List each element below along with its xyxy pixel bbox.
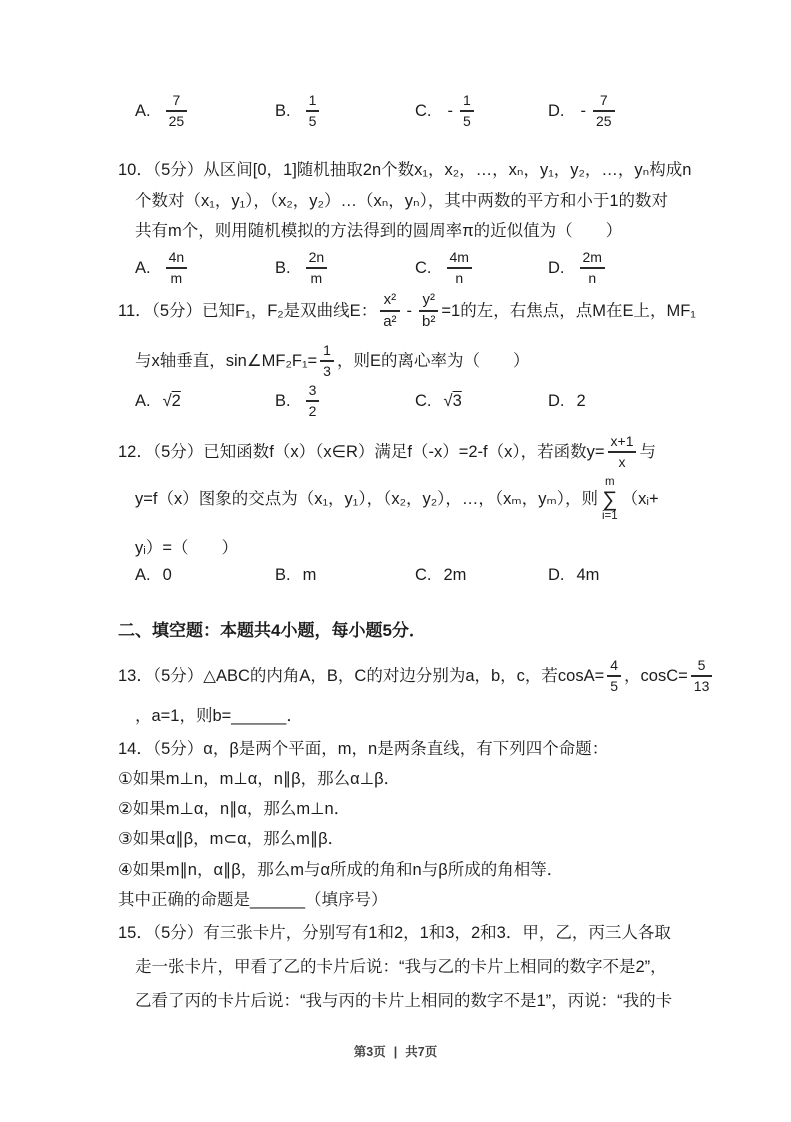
fraction-denominator: 5 (463, 112, 471, 129)
fraction-denominator: a² (383, 312, 397, 330)
option-label: D. (548, 391, 565, 410)
question-11-options-row (135, 378, 586, 424)
fraction (419, 291, 438, 331)
option-label: D. (548, 101, 565, 120)
option-label: C. (415, 258, 432, 277)
question-10-line-1: 10．（5分）从区间[0，1]随机抽取2n个数x₁，x₂，…，xₙ，y₁，y₂，…，yₙ构成n (118, 161, 692, 179)
option-9a (135, 92, 275, 129)
summation-lower-limit: i=1 (601, 509, 618, 522)
question-11-text-post-2: ，则E的离心率为（ ） (336, 352, 530, 370)
fraction-bar (166, 110, 188, 112)
option-value: 2 (576, 391, 586, 410)
fraction-numerator: 5 (697, 657, 706, 674)
question-13-line-1 (118, 650, 715, 702)
option-12c (415, 566, 548, 585)
option-label: A. (135, 101, 151, 120)
question-12-text-pre: 12．（5分）已知函数f（x）（x∈R）满足f（-x）=2-f（x），若函数y= (118, 443, 605, 461)
question-12-line-3: yᵢ）=（ ） (135, 539, 238, 557)
fraction-denominator: 25 (168, 112, 185, 129)
fraction-denominator: 5 (610, 677, 619, 694)
option-value: 2m (443, 565, 467, 584)
fraction (593, 92, 615, 129)
fraction (306, 249, 328, 286)
fraction-bar (306, 400, 320, 402)
fraction-numerator: 4n (168, 249, 185, 266)
option-12a (135, 566, 275, 585)
fraction-numerator: x² (383, 291, 397, 309)
fraction (320, 342, 334, 379)
fraction (306, 92, 320, 129)
option-12d (548, 566, 599, 585)
fraction-denominator: 2 (308, 402, 317, 419)
question-11-line-1 (118, 282, 696, 340)
option-10a (135, 249, 275, 286)
option-label: D. (548, 258, 565, 277)
fraction-denominator: 5 (308, 112, 317, 129)
fraction-bar (593, 110, 615, 112)
option-label: A. (135, 391, 151, 410)
option-label: B. (275, 101, 291, 120)
fraction-denominator: 25 (596, 112, 612, 129)
fraction (691, 657, 713, 694)
question-10-line-3: 共有m个，则用随机模拟的方法得到的圆周率π的近似值为（ ） (135, 222, 623, 240)
question-15-line-1: 15．（5分）有三张卡片，分别写有1和2，1和3，2和3．甲，乙，丙三人各取 (118, 924, 671, 942)
option-label: B. (275, 391, 291, 410)
fraction-numerator: 4 (610, 657, 619, 674)
option-11b (275, 382, 415, 419)
footer-page-number: 第3页 (353, 1045, 386, 1059)
option-11c (415, 392, 548, 411)
fraction-bar (580, 267, 605, 269)
fraction-denominator: 3 (323, 362, 331, 379)
question-9-options-row (135, 84, 618, 138)
option-label: C. (415, 565, 432, 584)
fraction-numerator: 2m (582, 249, 602, 266)
fraction-bar (691, 675, 713, 677)
fraction-numerator: 7 (599, 92, 608, 109)
question-10-line-2: 个数对（x₁，y₁），（x₂，y₂）…（xₙ，yₙ），其中两数的平方和小于1的数对 (135, 192, 669, 210)
question-13-line-2: ，a=1，则b=______． (135, 707, 303, 725)
fraction-bar (607, 675, 621, 677)
fraction-denominator: m (310, 269, 323, 286)
option-value: m (302, 565, 317, 584)
fraction (608, 433, 637, 470)
minus-sign: - (406, 302, 413, 320)
option-label: C. (415, 391, 432, 410)
fraction-denominator: 13 (693, 677, 710, 694)
fraction-numerator: 7 (172, 92, 181, 109)
fraction-numerator: 3 (308, 382, 317, 399)
question-12-line-2 (135, 468, 659, 530)
option-label: A. (135, 565, 151, 584)
option-label: C. (415, 101, 432, 120)
option-10d (548, 249, 608, 286)
question-12-options-row (135, 562, 599, 588)
fraction-numerator: 2n (308, 249, 325, 266)
fraction-bar (608, 451, 637, 453)
fraction-denominator: b² (422, 312, 436, 330)
option-9c (415, 92, 548, 129)
fraction (306, 382, 320, 419)
question-14-item-4: ④如果m∥n，α∥β，那么m与α所成的角和n与β所成的角相等． (118, 861, 564, 879)
question-12-text-post-2: （xᵢ+ (621, 490, 659, 508)
option-10b (275, 249, 415, 286)
footer-total-pages: 共7页 (405, 1045, 438, 1059)
fraction-bar (447, 267, 472, 269)
fraction-numerator: 4m (449, 249, 469, 266)
question-13-text-pre: 13．（5分）△ABC的内角A，B，C的对边分别为a，b，c，若cosA= (118, 667, 605, 685)
question-15-line-2: 走一张卡片，甲看了乙的卡片后说：“我与乙的卡片上相同的数字不是2”， (135, 958, 667, 976)
fraction (460, 92, 474, 129)
question-15-line-3: 乙看了丙的卡片后说：“我与丙的卡片上相同的数字不是1”，丙说：“我的卡 (135, 992, 673, 1010)
fraction-bar (306, 110, 320, 112)
fraction-bar (460, 110, 474, 112)
fraction-denominator: x (618, 453, 626, 470)
fraction-numerator: 1 (323, 342, 331, 359)
fraction (580, 249, 605, 286)
radical-sign: √ (443, 391, 453, 410)
question-14-answer-blank-line: 其中正确的命题是______（填序号） (118, 891, 388, 909)
summation (602, 476, 618, 522)
option-12b (275, 566, 415, 585)
radical-sign: √ (162, 391, 172, 410)
fraction (166, 92, 188, 129)
question-11-text-post: =1的左，右焦点，点M在E上，MF₁ (441, 302, 696, 320)
fraction-bar (380, 310, 399, 312)
question-12-text-post: 与 (639, 443, 656, 461)
option-label: B. (275, 565, 291, 584)
minus-sign: - (447, 101, 453, 120)
fraction-denominator: m (170, 269, 183, 286)
option-11d (548, 392, 586, 411)
question-11-text-pre: 11．（5分）已知F₁，F₂是双曲线E： (118, 302, 378, 320)
option-10c (415, 249, 548, 286)
radicand: 2 (171, 391, 181, 410)
radicand: 3 (452, 391, 462, 410)
question-14-item-2: ②如果m⊥α，n∥α，那么m⊥n． (118, 800, 351, 818)
fraction-numerator: 1 (308, 92, 317, 109)
section-2-title: 二、填空题：本题共4小题，每小题5分． (118, 621, 426, 640)
option-label: A. (135, 258, 151, 277)
fraction (607, 657, 621, 694)
fraction-denominator: n (455, 269, 464, 286)
fraction (447, 249, 472, 286)
radical (444, 392, 462, 411)
page-footer (0, 1042, 791, 1060)
question-14-line-1: 14．（5分）α，β是两个平面，m，n是两条直线，有下列四个命题： (118, 740, 609, 758)
question-14-item-3: ③如果α∥β，m⊂α，那么m∥β． (118, 830, 345, 848)
fraction-numerator: y² (422, 291, 435, 309)
radical (163, 392, 181, 411)
fraction-bar (320, 360, 334, 362)
fraction-bar (306, 267, 328, 269)
fraction-bar (166, 267, 188, 269)
fraction-denominator: n (588, 269, 597, 286)
fraction-numerator: x+1 (610, 433, 634, 450)
question-11-text-pre-2: 与x轴垂直，sin∠MF₂F₁= (135, 352, 318, 370)
question-12-text-pre-2: y=f（x）图象的交点为（x₁，y₁），（x₂，y₂），…，（xₘ，yₘ），则 (135, 490, 598, 508)
fraction (166, 249, 188, 286)
option-label: B. (275, 258, 291, 277)
option-11a (135, 392, 275, 411)
option-value: 4m (576, 565, 600, 584)
sigma-symbol: ∑ (602, 487, 618, 511)
fraction-numerator: 1 (463, 92, 471, 109)
option-label: D. (548, 565, 565, 584)
option-9b (275, 92, 415, 129)
option-value: 0 (162, 565, 172, 584)
footer-separator: | (393, 1045, 398, 1059)
fraction-bar (419, 310, 438, 312)
summation-upper-limit: m (605, 475, 615, 488)
fraction (380, 291, 399, 331)
question-14-item-1: ①如果m⊥n，m⊥α，n∥β，那么α⊥β． (118, 770, 401, 788)
minus-sign: - (580, 101, 586, 120)
option-9d (548, 92, 618, 129)
question-13-text-mid: ，cosC= (624, 667, 688, 685)
